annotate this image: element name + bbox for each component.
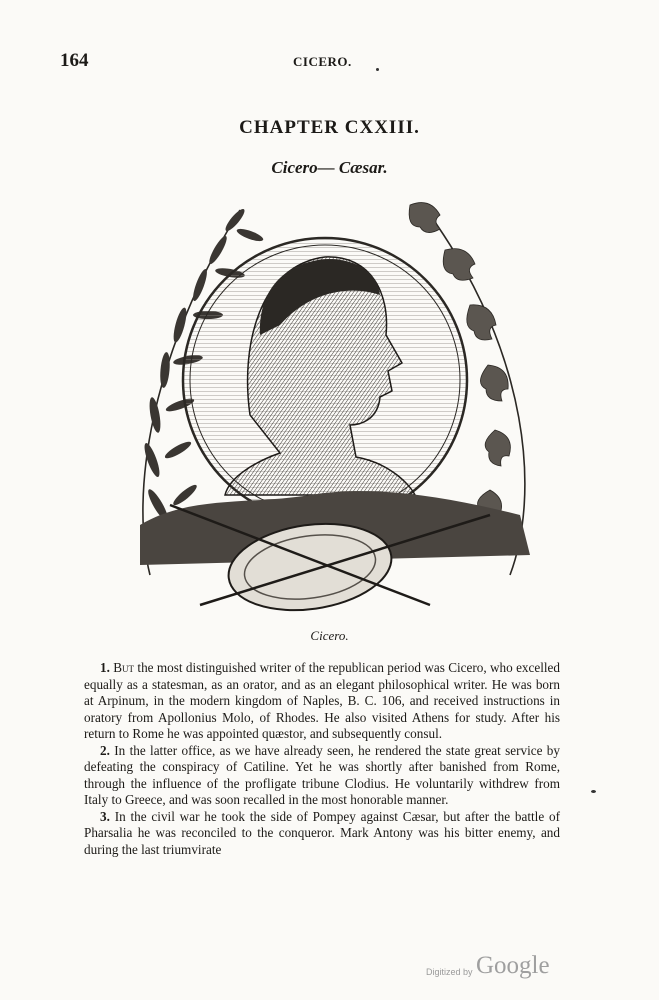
body-text [84, 660, 560, 858]
running-head: CICERO. [293, 54, 352, 69]
page-header [60, 50, 600, 72]
ink-speck [591, 790, 596, 793]
chapter-title: CHAPTER CXXIII. [239, 117, 420, 138]
paragraph-number: 1. [100, 660, 110, 675]
google-logo: Google [476, 952, 550, 979]
illustration-caption: Cicero. [310, 628, 349, 643]
paragraph-3 [84, 809, 560, 859]
paragraph-text: In the civil war he took the side of Pompey against Cæsar, but after the battle of Pharsalia he was reconciled to the conqueror. Mark Antony was his bitter enemy, and during the last triumvirate [84, 808, 560, 857]
paragraph-1 [84, 660, 560, 743]
watermark-prefix: Digitized by [426, 967, 473, 977]
paragraph-number: 3. [100, 808, 110, 824]
page-number: 164 [60, 50, 89, 71]
paragraph-2 [84, 743, 560, 809]
chapter-subtitle: Cicero— Cæsar. [271, 158, 388, 177]
digitized-watermark [426, 952, 566, 982]
paragraph-lead: But [113, 660, 135, 675]
ink-speck [376, 68, 379, 71]
paragraph-text: In the latter office, as we have already seen, he rendered the state great service by defeating the conspiracy of Catiline. Yet he was shortly after banished from Rome, through the influence of the profligate tribune Clodius. He voluntarily withdrew from Italy to Greece, and was soon recalled in the most honorable manner. [84, 742, 560, 807]
cicero-portrait-icon [110, 195, 550, 625]
paragraph-text: the most distinguished writer of the republican period was Cicero, who excelled equally as a statesman, as an orator, and as an elegant philosophical writer. He was born at Arpinum, in the modern kingdom of Naples, B. C. 106, and received instructions in oratory from Apollonius Molo, of Rhodes. He also visited Athens for study. After his return to Rome he was appointed quæstor, and subsequently consul. [84, 660, 561, 741]
cicero-portrait-illustration [110, 195, 550, 625]
paragraph-number: 2. [100, 742, 110, 758]
